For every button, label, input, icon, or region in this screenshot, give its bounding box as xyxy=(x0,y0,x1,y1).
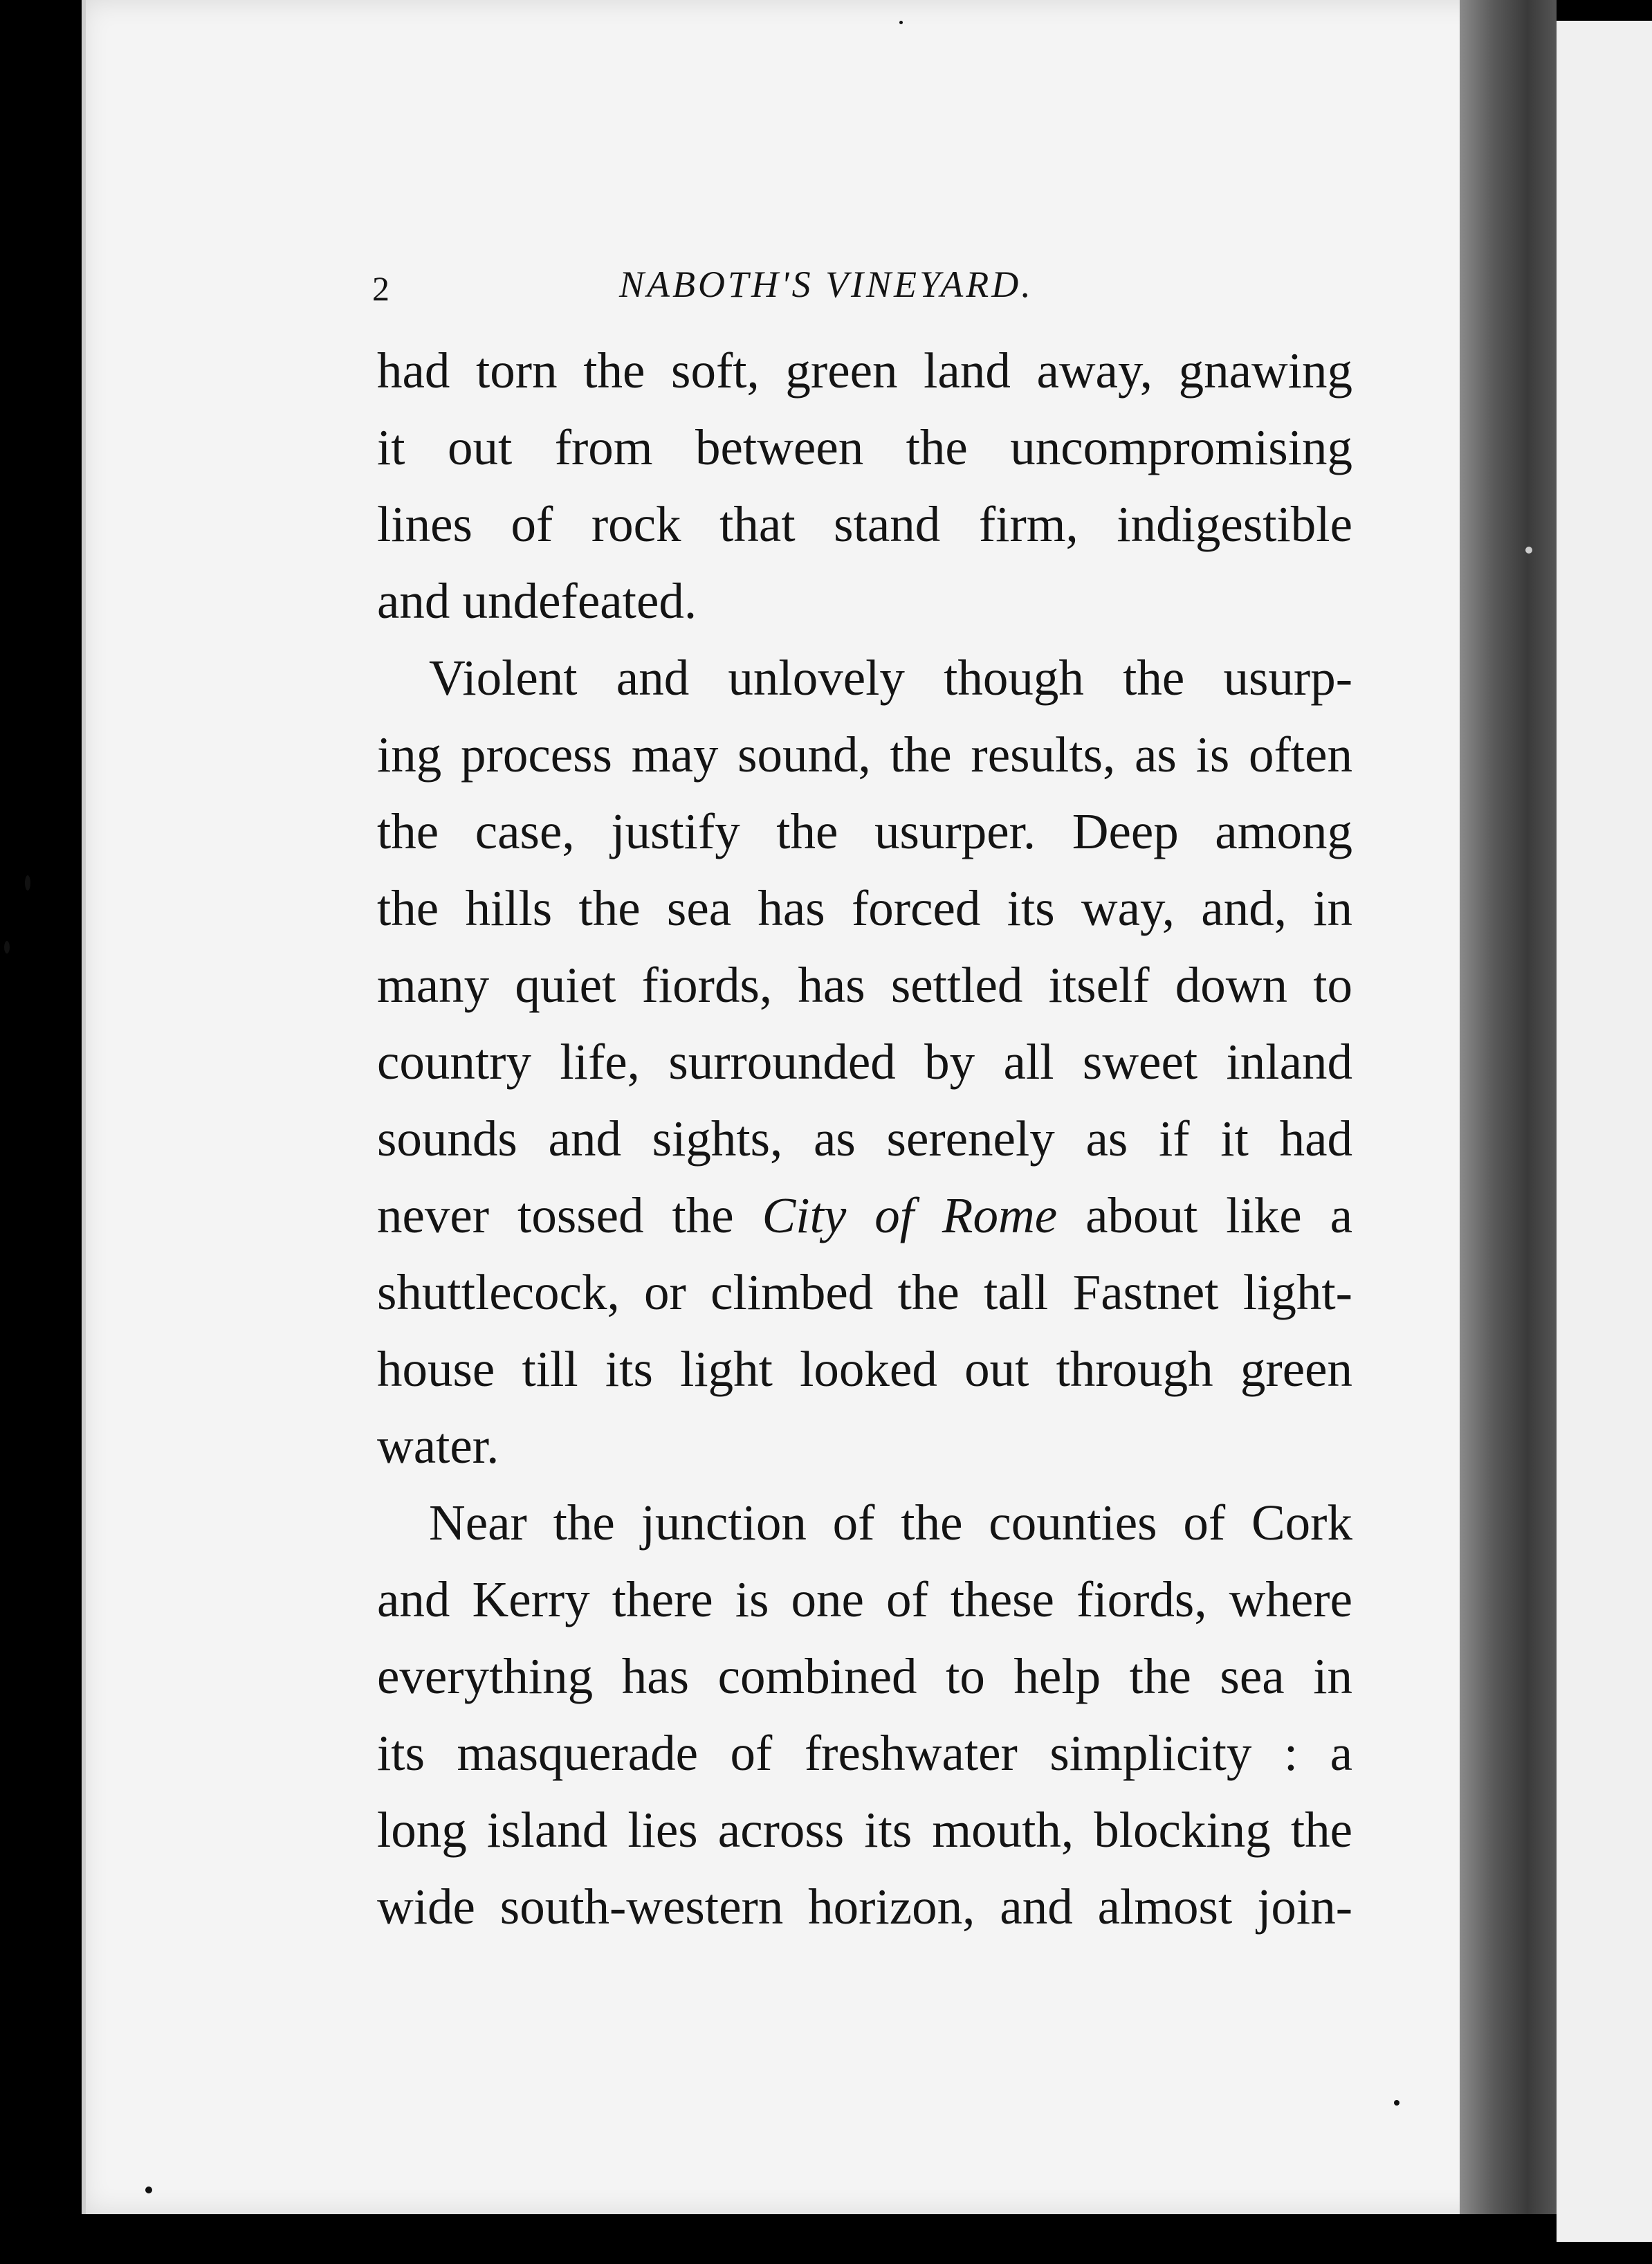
text-line: shuttlecock, or climbed the tall Fastnet light- xyxy=(377,1264,1352,1320)
text-segment: never tossed the xyxy=(377,1187,762,1243)
text-line: sounds and sights, as serenely as if it had xyxy=(377,1111,1352,1167)
text-line: and Kerry there is one of these fiords, where xyxy=(377,1571,1352,1627)
book-gutter-shadow xyxy=(1460,0,1557,2249)
scan-speck xyxy=(899,21,903,24)
scan-speck xyxy=(145,2187,152,2193)
text-line: country life, surrounded by all sweet inland xyxy=(377,1034,1352,1090)
text-line: everything has combined to help the sea in xyxy=(377,1648,1352,1704)
scan-speck xyxy=(1525,547,1532,554)
running-title: NABOTH'S VINEYARD. xyxy=(619,264,1034,305)
ship-name-italic: City of Rome xyxy=(762,1187,1058,1243)
text-line: long island lies across its mouth, blocking the xyxy=(377,1802,1352,1858)
body-text xyxy=(377,332,1352,1945)
text-line xyxy=(377,1177,1352,1254)
facing-page-edge xyxy=(1557,21,1652,2242)
text-line: many quiet fiords, has settled itself down to xyxy=(377,957,1352,1013)
running-head xyxy=(0,263,1652,318)
scan-speck xyxy=(25,875,30,891)
text-line: it out from between the uncompromising xyxy=(377,419,1352,475)
text-line: house till its light looked out through green xyxy=(377,1341,1352,1397)
scan-speck xyxy=(1394,2100,1399,2106)
text-line: and undefeated. xyxy=(377,573,697,629)
text-line: lines of rock that stand firm, indigestible xyxy=(377,496,1352,552)
text-line: water. xyxy=(377,1418,499,1474)
text-line: the case, justify the usurper. Deep among xyxy=(377,803,1352,859)
scan-bottom-border xyxy=(82,2214,1557,2264)
scan-speck xyxy=(4,941,10,953)
text-line: Near the junction of the counties of Cork xyxy=(429,1495,1352,1551)
page-number: 2 xyxy=(372,269,389,308)
text-line: the hills the sea has forced its way, and, in xyxy=(377,880,1352,936)
text-line: Violent and unlovely though the usurp- xyxy=(429,650,1352,706)
text-line: had torn the soft, green land away, gnawing xyxy=(377,343,1352,399)
text-line: wide south-western horizon, and almost join- xyxy=(377,1879,1352,1935)
text-line: ing process may sound, the results, as is often xyxy=(377,727,1352,783)
page-edge xyxy=(82,0,86,2214)
text-segment: about like a xyxy=(1057,1187,1352,1243)
text-line: its masquerade of freshwater simplicity : a xyxy=(377,1725,1352,1781)
